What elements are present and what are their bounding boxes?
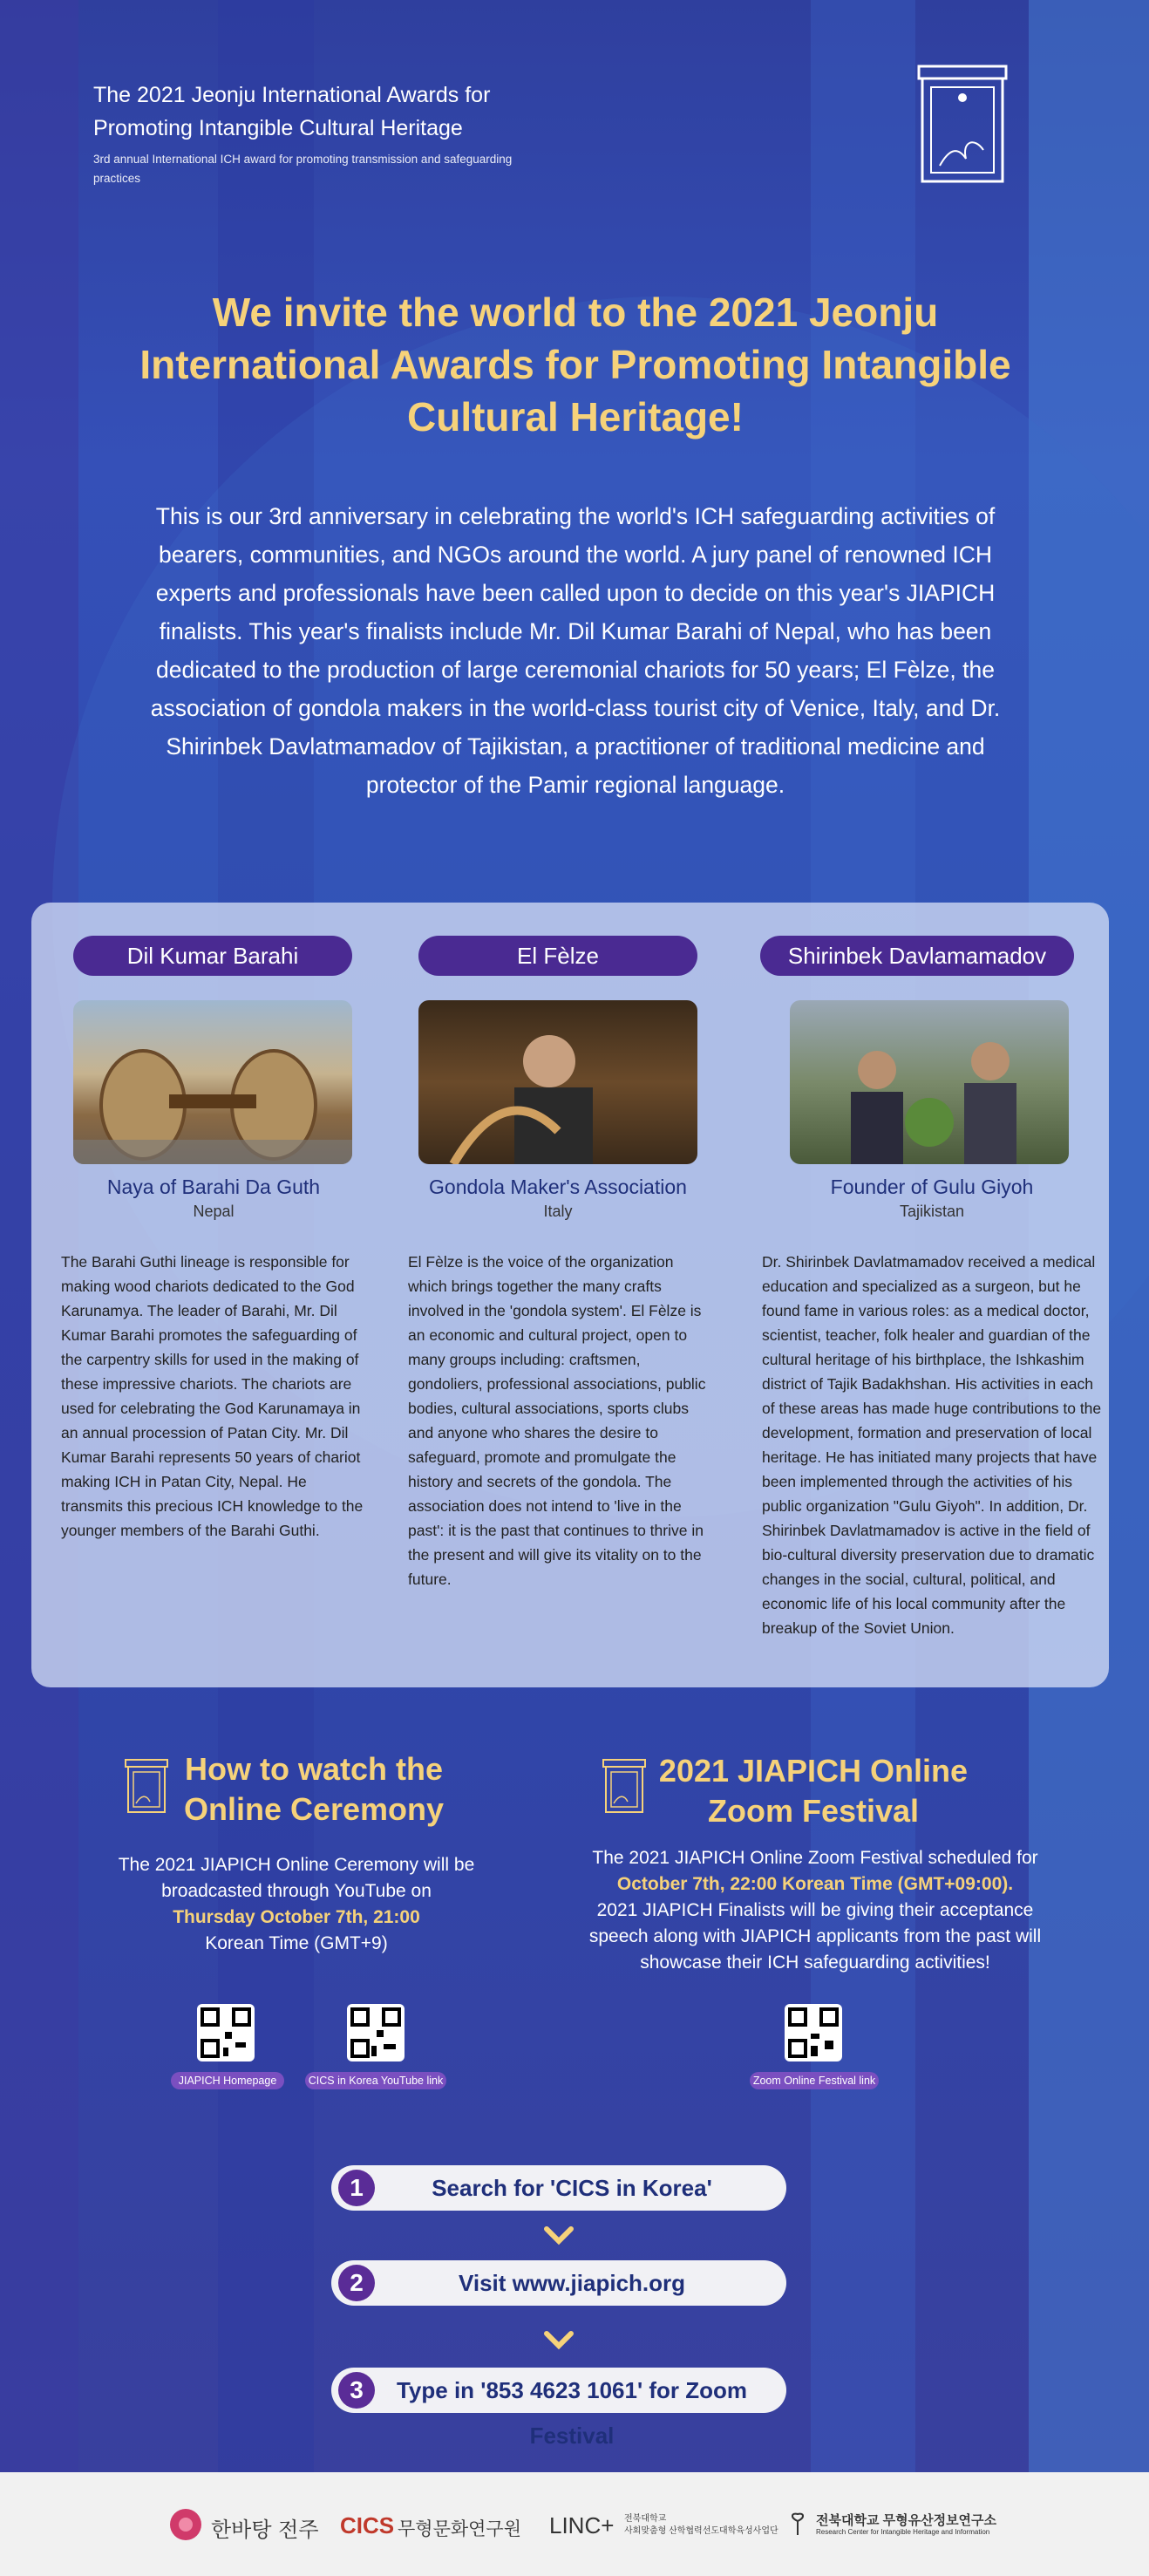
linc-logo bbox=[549, 2507, 778, 2542]
chevron-down-icon bbox=[541, 2328, 576, 2351]
logo-text: 전북대학교 무형유산정보연구소 bbox=[816, 2513, 997, 2528]
watch-text: The 2021 JIAPICH Online Ceremony will be broadcasted through YouTube on bbox=[118, 1855, 475, 1901]
qr-code-zoom[interactable] bbox=[785, 2004, 842, 2061]
cics-logo bbox=[340, 2507, 523, 2542]
step-text: Visit www.jiapich.org bbox=[458, 2270, 686, 2296]
finalist-name: El Fèlze bbox=[418, 936, 697, 976]
logo-text: 무형문화연구원 bbox=[398, 2519, 522, 2539]
header bbox=[93, 78, 547, 188]
intro-paragraph: This is our 3rd anniversary in celebrating the world's ICH safeguarding activities of bearers, communities, and NGOs around the world. A jury panel of renowned ICH experts and professionals have been called upon to decide on this year's JIAPICH finalists. This year's finalists include Mr. Dil Kumar Barahi of Nepal, who has been dedicated to the production of large ceremonial chariots for 50 years; El Fèlze, the association of gondola makers in the world-class tourist city of Venice, Italy, and Dr. Shirinbek Davlatmamadov of Tajikistan, a practitioner of traditional medicine and protector of the Pamir regional language. bbox=[150, 503, 1001, 798]
qr-label: Zoom Online Festival link bbox=[750, 2072, 879, 2089]
step-2 bbox=[331, 2260, 786, 2306]
chariot-wheels-image bbox=[73, 1000, 352, 1164]
award-box-icon bbox=[914, 63, 1011, 185]
zoom-date-highlight: October 7th, 22:00 Korean Time (GMT+09:00). bbox=[616, 1874, 1014, 1894]
qr-label: CICS in Korea YouTube link bbox=[305, 2072, 446, 2089]
finalist-country: Nepal bbox=[193, 1203, 235, 1220]
zoom-title-line: 2021 JIAPICH Online bbox=[658, 1753, 969, 1789]
header-subtitle: 3rd annual International ICH award for promoting transmission and safeguarding practices bbox=[93, 153, 513, 185]
chevron-down-icon bbox=[541, 2224, 576, 2246]
finalist-photo bbox=[790, 1000, 1069, 1164]
finalist-description: Dr. Shirinbek Davlatmamadov received a medical education and specialized as a surgeon, but he found fame in various roles: as a medical doctor, scientist, teacher, folk healer and guardian of the cultural heritage of his birthplace, the Ishkashim district of Tajik Badakhshan. His activities in each of these areas has made huge contributions to the development, formation and preservation of local heritage. He has initiated many projects that have been implemented through the activities of his public organization "Gulu Giyoh". In addition, Dr. Shirinbek Davlatmamadov is active in the field of bio-cultural diversity preservation due to dramatic changes in the social, cultural, political, and economic life of his local community after the breakup of the Soviet Union. bbox=[762, 1253, 1102, 1637]
header-title: The 2021 Jeonju International Awards for Promoting Intangible Cultural Heritage bbox=[93, 83, 491, 140]
watch-title-line: How to watch the bbox=[185, 1751, 443, 1787]
watch-date-highlight: Thursday October 7th, 21:00 bbox=[173, 1907, 420, 1927]
watch-title bbox=[174, 1749, 453, 1830]
finalist-description: The Barahi Guthi lineage is responsible for making wood chariots dedicated to the God Karunamya. The leader of Barahi, Mr. Dil Kumar Barahi promotes the safeguarding of the carpentry skills for used in the making of these impressive chariots. The chariots are used for celebrating the God Karunamaya in an annual procession of Patan City. Mr. Dil Kumar Barahi represents 50 years of chariot making ICH in Patan City, Nepal. He transmits this precious ICH knowledge to the younger members of the Barahi Guthi. bbox=[61, 1253, 364, 1539]
step-number: 2 bbox=[338, 2265, 375, 2301]
finalist-role: Naya of Barahi Da Guth bbox=[106, 1176, 321, 1198]
finalist-role: Gondola Maker's Association bbox=[429, 1176, 687, 1198]
logo-mark: LINC+ bbox=[549, 2512, 615, 2539]
step-text: Type in '853 4623 1061' for Zoom Festival bbox=[396, 2377, 748, 2449]
award-box-icon bbox=[124, 1758, 169, 1814]
logo-text: Research Center for Intangible Heritage and Information bbox=[816, 2528, 990, 2536]
finalist-country: Tajikistan bbox=[899, 1203, 965, 1220]
qr-code-youtube[interactable] bbox=[347, 2004, 405, 2061]
watch-text: Korean Time (GMT+9) bbox=[205, 1933, 388, 1953]
finalist-photo bbox=[73, 1000, 352, 1164]
research-center-logo bbox=[785, 2507, 997, 2542]
finalists-panel bbox=[31, 903, 1109, 1687]
step-3 bbox=[331, 2368, 786, 2449]
footer bbox=[0, 2472, 1149, 2576]
watch-title-line: Online Ceremony bbox=[183, 1791, 445, 1827]
logo-mark: CICS bbox=[340, 2512, 395, 2539]
zoom-title-line: Zoom Festival bbox=[707, 1793, 920, 1829]
finalist-country: Italy bbox=[543, 1203, 573, 1220]
zoom-text: The 2021 JIAPICH Online Zoom Festival scheduled for bbox=[592, 1848, 1038, 1868]
flower-icon bbox=[162, 2505, 209, 2544]
step-number: 1 bbox=[338, 2170, 375, 2206]
finalist-role: Founder of Gulu Giyoh bbox=[830, 1176, 1034, 1198]
watch-body bbox=[113, 1852, 479, 1957]
founder-image bbox=[790, 1000, 1069, 1164]
step-1 bbox=[331, 2165, 786, 2211]
logo-text: 전북대학교 bbox=[624, 2514, 667, 2524]
zoom-text: 2021 JIAPICH Finalists will be giving their acceptance speech along with JIAPICH applicants from the past will showcase their ICH safeguarding activities! bbox=[588, 1900, 1042, 1973]
finalist-photo bbox=[418, 1000, 697, 1164]
step-number: 3 bbox=[338, 2372, 375, 2409]
finalist-name: Shirinbek Davlamamadov bbox=[760, 936, 1074, 976]
zoom-body bbox=[584, 1845, 1046, 1976]
finalist-name: Dil Kumar Barahi bbox=[73, 936, 352, 976]
finalist-description: El Fèlze is the voice of the organization which brings together the many crafts involved in the 'gondola system'. El Fèlze is an economic and cultural project, open to many groups including: craftsmen, gondoliers, professional associations, public bodies, cultural associations, sports clubs and anyone who shares the desire to safeguard, promote and promulgate the history and secrets of the gondola. The association does not intend to 'live in the past': it is the past that continues to thrive in the present and will give its vitality on to the future. bbox=[408, 1253, 706, 1588]
award-box-icon bbox=[602, 1758, 647, 1814]
logo-text: 한바탕 전주 bbox=[211, 2518, 319, 2542]
logo-text: 사회맞춤형 산학협력선도대학육성사업단 bbox=[624, 2526, 778, 2536]
headline: We invite the world to the 2021 Jeonju International Awards for Promoting Intangible Cultural Heritage! bbox=[139, 290, 1011, 440]
qr-code-homepage[interactable] bbox=[197, 2004, 255, 2061]
step-text: Search for 'CICS in Korea' bbox=[432, 2175, 712, 2201]
gondola-maker-image bbox=[418, 1000, 697, 1164]
jeonju-logo bbox=[162, 2507, 319, 2542]
zoom-title bbox=[652, 1751, 975, 1831]
tree-icon bbox=[785, 2511, 811, 2537]
qr-label: JIAPICH Homepage bbox=[171, 2072, 284, 2089]
